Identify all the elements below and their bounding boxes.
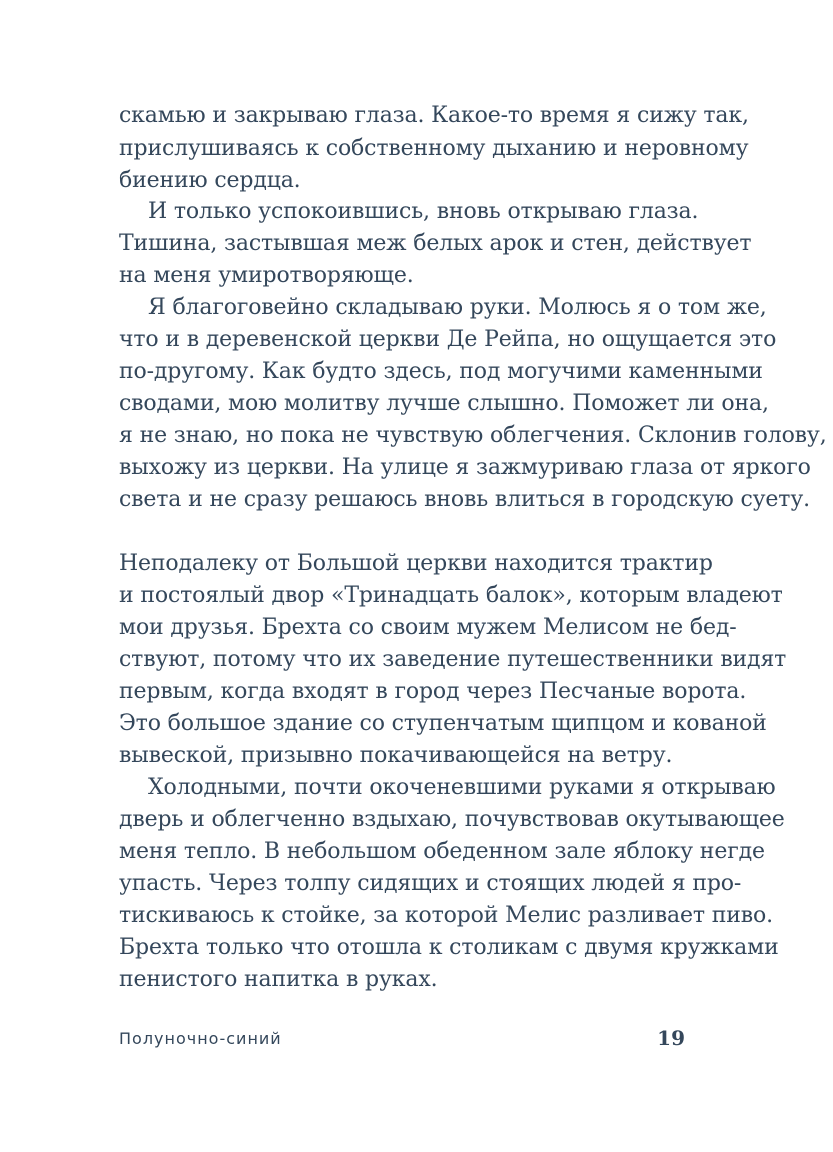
text-line: Брехта только что отошла к столикам с двумя кружками [119,935,779,960]
text-line: меня тепло. В небольшом обеденном зале яблоку негде [119,839,765,864]
text-line: света и не сразу решаюсь вновь влиться в городскую суету. [119,487,810,512]
page-number: 19 [657,1026,685,1050]
text-line: ствуют, потому что их заведение путешественники видят [119,647,787,672]
text-line: тискиваюсь к стойке, за которой Мелис разливает пиво. [119,903,773,928]
text-line: вывеской, призывно покачивающейся на ветру. [119,743,673,768]
text-line: Неподалеку от Большой церкви находится трактир [119,551,713,576]
text-line: на меня умиротворяюще. [119,263,414,288]
text-line: Я благоговейно складываю руки. Молюсь я о том же, [148,295,767,320]
text-line: И только успокоившись, вновь открываю глаза. [148,199,699,224]
text-line: и постоялый двор «Тринадцать балок», которым владеют [119,583,783,608]
text-line: первым, когда входят в город через Песчаные ворота. [119,679,747,704]
text-line: скамью и закрываю глаза. Какое-то время я сижу так, [119,103,749,128]
text-line: пенистого напитка в руках. [119,967,438,992]
text-line: я не знаю, но пока не чувствую облегчения. Склонив голову, [119,423,827,448]
text-line: выхожу из церкви. На улице я зажмуриваю глаза от яркого [119,455,811,480]
text-line: дверь и облегченно вздыхаю, почувствовав окутывающее [119,807,785,832]
text-line: по-другому. Как будто здесь, под могучими каменными [119,359,763,384]
text-line: что и в деревенской церкви Де Рейпа, но ощущается это [119,327,777,352]
text-line: Это большое здание со ступенчатым щипцом и кованой [119,711,767,736]
text-line: упасть. Через толпу сидящих и стоящих людей я про- [119,871,742,896]
text-line: сводами, мою молитву лучше слышно. Поможет ли она, [119,391,769,416]
text-line: биению сердца. [119,168,301,193]
text-line: Тишина, застывшая меж белых арок и стен, действует [119,231,752,256]
text-line: мои друзья. Брехта со своим мужем Мелисом не бед- [119,615,737,640]
text-line: Холодными, почти окоченевшими руками я открываю [148,775,776,800]
running-footer-title: Полуночно-синий [119,1029,282,1048]
text-line: прислушиваясь к собственному дыханию и неровному [119,136,749,161]
